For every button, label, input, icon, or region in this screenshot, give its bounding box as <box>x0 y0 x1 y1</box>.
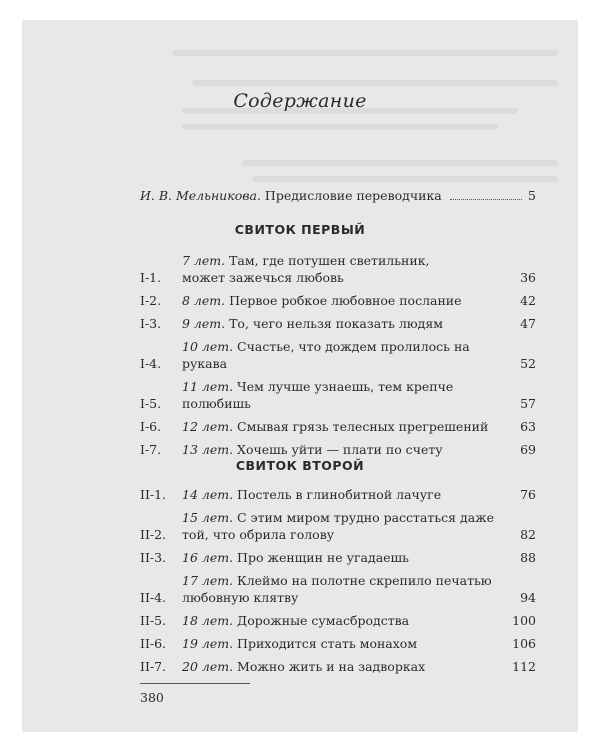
entry-title-line: Там, где потушен светильник, <box>229 253 430 268</box>
preface-author: И. В. Мельникова. <box>140 188 261 203</box>
entry-page: 69 <box>520 442 536 457</box>
toc-entry <box>140 612 536 629</box>
toc-entry <box>140 572 536 606</box>
entry-title-line: То, чего нельзя показать людям <box>229 316 443 331</box>
entry-number: I-3. <box>140 316 162 331</box>
book-page <box>22 20 578 732</box>
entry-number: I-6. <box>140 419 162 434</box>
entry-body <box>182 315 536 332</box>
entry-page: 57 <box>520 396 536 411</box>
entry-number: II-7. <box>140 659 167 674</box>
entry-page: 106 <box>512 636 536 651</box>
entry-number: II-4. <box>140 590 167 605</box>
entry-number: II-5. <box>140 613 167 628</box>
toc-entry <box>140 486 536 503</box>
bleed-through-text <box>252 176 558 182</box>
entry-age: 12 лет. <box>182 419 234 434</box>
entry-age: 14 лет. <box>182 487 234 502</box>
entry-number: I-5. <box>140 396 162 411</box>
toc-entry <box>140 252 536 286</box>
section-heading-2: СВИТОК ВТОРОЙ <box>235 458 365 473</box>
entry-title-line: Смывая грязь телесных прегрешений <box>237 419 489 434</box>
dot-leader <box>450 199 522 200</box>
toc-section-2 <box>140 486 536 681</box>
footer-rule <box>140 683 250 684</box>
entry-number: I-7. <box>140 442 162 457</box>
toc-entry <box>140 338 536 372</box>
entry-page: 36 <box>520 270 536 285</box>
entry-page: 112 <box>512 659 536 674</box>
entry-title-line: Постель в глинобитной лачуге <box>237 487 442 502</box>
entry-title-line: Приходится стать монахом <box>237 636 418 651</box>
toc-section-1 <box>140 252 536 464</box>
page-title: Содержание <box>233 90 367 112</box>
entry-body <box>182 549 536 566</box>
entry-age: 20 лет. <box>182 659 234 674</box>
entry-title <box>182 572 502 606</box>
entry-title <box>182 509 502 543</box>
preface-entry <box>140 188 536 203</box>
page-number: 380 <box>140 690 164 705</box>
toc-entry <box>140 635 536 652</box>
entry-title <box>182 338 502 372</box>
toc-entry <box>140 378 536 412</box>
entry-title-line: Счастье, что дождем пролилось на рукава <box>182 339 470 371</box>
entry-title-line: Хочешь уйти — плати по счету <box>237 442 443 457</box>
entry-title-line: полюбишь <box>182 396 251 411</box>
entry-body <box>182 441 536 458</box>
entry-title-line: той, что обрила голову <box>182 527 335 542</box>
toc-entry <box>140 418 536 435</box>
entry-title <box>182 252 502 286</box>
entry-title <box>182 549 502 566</box>
preface-page: 5 <box>528 188 536 203</box>
bleed-through-text <box>182 124 498 130</box>
entry-body <box>182 338 536 372</box>
bleed-through-text <box>242 160 558 166</box>
entry-body <box>182 292 536 309</box>
entry-page: 100 <box>512 613 536 628</box>
section-heading-1: СВИТОК ПЕРВЫЙ <box>234 222 366 237</box>
entry-body <box>182 252 536 286</box>
bleed-through-text <box>192 80 558 86</box>
entry-age: 16 лет. <box>182 550 234 565</box>
entry-title-line: Про женщин не угадаешь <box>237 550 409 565</box>
entry-body <box>182 658 536 675</box>
preface-title: Предисловие переводчика <box>264 188 442 203</box>
entry-title <box>182 378 502 412</box>
entry-title-line: С этим миром трудно расстаться даже <box>237 510 495 525</box>
entry-page: 63 <box>520 419 536 434</box>
entry-age: 17 лет. <box>182 573 234 588</box>
entry-number: II-2. <box>140 527 167 542</box>
entry-page: 76 <box>520 487 536 502</box>
entry-title <box>182 315 502 332</box>
toc-entry <box>140 441 536 458</box>
entry-body <box>182 378 536 412</box>
entry-age: 11 лет. <box>182 379 234 394</box>
entry-title-line: Клеймо на полотне скрепило печатью <box>237 573 492 588</box>
entry-page: 42 <box>520 293 536 308</box>
entry-title <box>182 635 502 652</box>
entry-page: 94 <box>520 590 536 605</box>
entry-number: II-6. <box>140 636 167 651</box>
entry-title-line: Дорожные сумасбродства <box>237 613 410 628</box>
entry-number: II-1. <box>140 487 167 502</box>
entry-number: I-2. <box>140 293 162 308</box>
entry-age: 19 лет. <box>182 636 234 651</box>
entry-page: 88 <box>520 550 536 565</box>
entry-age: 15 лет. <box>182 510 234 525</box>
entry-age: 8 лет. <box>182 293 226 308</box>
entry-age: 13 лет. <box>182 442 234 457</box>
entry-title-line: может зажечься любовь <box>182 270 344 285</box>
toc-entry <box>140 658 536 675</box>
entry-number: I-4. <box>140 356 162 371</box>
entry-title-line: Можно жить и на задворках <box>237 659 426 674</box>
toc-entry <box>140 292 536 309</box>
entry-title <box>182 658 502 675</box>
entry-body <box>182 572 536 606</box>
entry-age: 9 лет. <box>182 316 226 331</box>
entry-body <box>182 612 536 629</box>
entry-title-line: Чем лучше узнаешь, тем крепче <box>237 379 454 394</box>
toc-entry <box>140 549 536 566</box>
entry-body <box>182 635 536 652</box>
entry-page: 82 <box>520 527 536 542</box>
entry-body <box>182 509 536 543</box>
entry-title <box>182 292 502 309</box>
entry-page: 47 <box>520 316 536 331</box>
entry-number: I-1. <box>140 270 162 285</box>
entry-title-line: Первое робкое любовное послание <box>229 293 462 308</box>
toc-entry <box>140 315 536 332</box>
entry-title-line: любовную клятву <box>182 590 299 605</box>
entry-age: 7 лет. <box>182 253 226 268</box>
entry-age: 10 лет. <box>182 339 234 354</box>
entry-body <box>182 486 536 503</box>
toc-entry <box>140 509 536 543</box>
bleed-through-text <box>172 50 558 56</box>
entry-title <box>182 418 502 435</box>
entry-title <box>182 612 502 629</box>
entry-title <box>182 486 502 503</box>
entry-page: 52 <box>520 356 536 371</box>
entry-body <box>182 418 536 435</box>
entry-age: 18 лет. <box>182 613 234 628</box>
entry-number: II-3. <box>140 550 167 565</box>
entry-title <box>182 441 502 458</box>
